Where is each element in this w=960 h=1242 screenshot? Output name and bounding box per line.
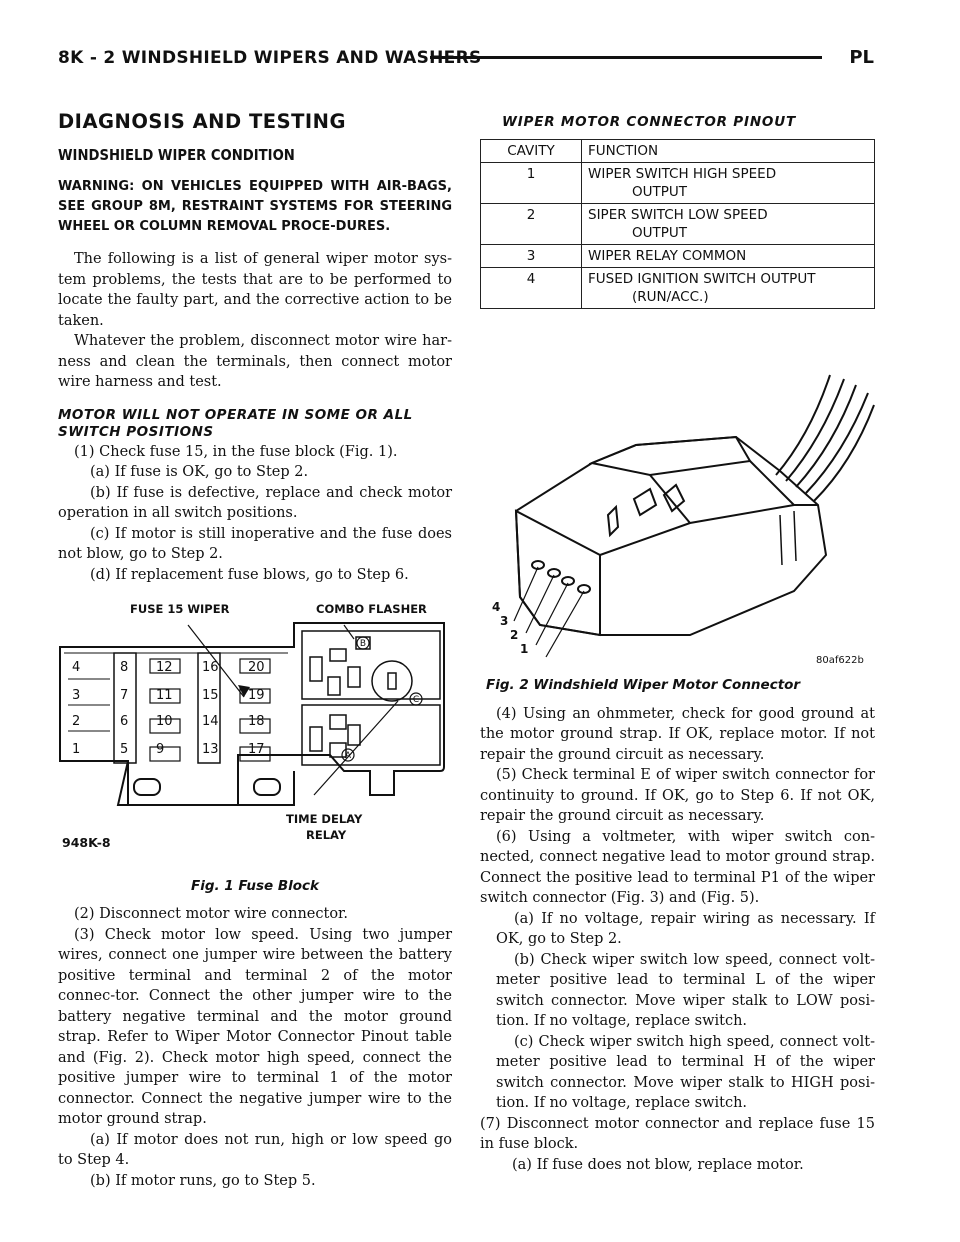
function-cell (582, 267, 875, 308)
fuse-label: 9 (156, 742, 165, 757)
figure-code: 80af622b (816, 654, 864, 665)
fuse-label: 18 (248, 714, 265, 729)
fuse-label: 12 (156, 660, 173, 675)
function-line: OUTPUT (632, 183, 688, 200)
figure-caption: Fig. 2 Windshield Wiper Motor Connector (486, 677, 801, 693)
function-line: WIPER RELAY COMMON (588, 247, 747, 264)
step-1c: (c) If motor is still inoperative and the fuse does not blow, go to Step 2. (58, 525, 452, 562)
function-line: OUTPUT (632, 224, 688, 241)
table-row (481, 162, 875, 203)
intro-paragraph-2: Whatever the problem, disconnect motor wire har-ness and clean the terminals, then connect motor wire harness and test. (58, 333, 452, 390)
pin-label: 1 (520, 641, 529, 656)
function-line: WIPER SWITCH HIGH SPEED (588, 165, 777, 182)
subsection-heading: WINDSHIELD WIPER CONDITION (58, 145, 295, 164)
header-brand: PL (849, 47, 874, 68)
fuse-block-diagram (58, 595, 452, 865)
function-line: SIPER SWITCH LOW SPEED (588, 206, 768, 223)
fuse-label: 13 (202, 742, 219, 757)
warning-text: WARNING: ON VEHICLES EQUIPPED WITH AIR-BAGS, SEE GROUP 8M, RESTRAINT SYSTEMS FOR STEERING WHEEL OR COLUMN REMOVAL PROCE-DURES. (58, 179, 452, 234)
step-2: (2) Disconnect motor wire connector. (74, 906, 348, 922)
pinout-table (480, 139, 875, 309)
fuse-label: 5 (120, 742, 129, 757)
fuse-label: 14 (202, 714, 219, 729)
fuse-label: 11 (156, 688, 173, 703)
page-header (58, 44, 874, 72)
cavity-cell: 3 (481, 244, 582, 267)
wiper-connector-figure (480, 335, 875, 696)
step-7a: (a) If fuse does not blow, replace motor. (512, 1156, 804, 1173)
header-rule (430, 56, 822, 59)
header-section-title: 8K - 2 WINDSHIELD WIPERS AND WASHERS (58, 48, 482, 68)
combo-flasher-label: COMBO FLASHER (316, 602, 427, 616)
relay-letter-a: A (344, 751, 352, 761)
fuse-label: 16 (202, 660, 219, 675)
cavity-cell: 4 (481, 267, 582, 308)
pin-label: 3 (500, 613, 509, 628)
step-3a: (a) If motor does not run, high or low speed go to Step 4. (58, 1131, 452, 1168)
table-header-cell: FUNCTION (582, 139, 875, 162)
step-3b: (b) If motor runs, go to Step 5. (90, 1172, 316, 1189)
table-header-row (481, 139, 875, 162)
table-title: WIPER MOTOR CONNECTOR PINOUT (502, 114, 796, 130)
step-1: (1) Check fuse 15, in the fuse block (Fig. 1). (74, 443, 398, 460)
step-1b: (b) If fuse is defective, replace and check motor operation in all switch positions. (58, 484, 452, 521)
step-6c: (c) Check wiper switch high speed, connect volt-meter positive lead to terminal H of the wiper switch connector. Move wiper stalk to HIGH posi-tion. If no voltage, replace switch. (496, 1033, 875, 1111)
table-row (481, 244, 875, 267)
fuse-block-figure (58, 595, 452, 896)
function-line: FUSED IGNITION SWITCH OUTPUT (588, 270, 816, 287)
step-7: (7) Disconnect motor connector and replace fuse 15 in fuse block. (480, 1115, 875, 1152)
step-3: (3) Check motor low speed. Using two jumper wires, connect one jumper wire between the battery positive terminal and terminal 2 of the motor connec-tor. Connect the other jumper wire to the battery negative terminal and the motor ground strap. Refer to Wiper Motor Connector Pinout table and (Fig. 2). Check motor high speed, connect the positive jumper wire to terminal 1 of the motor connector. Connect the negative jumper wire to the motor ground strap. (58, 926, 452, 1127)
fuse-label: 2 (72, 714, 81, 729)
pin-label: 4 (492, 599, 501, 614)
time-delay-label: TIME DELAY (286, 812, 363, 826)
section-heading: DIAGNOSIS AND TESTING (58, 110, 347, 133)
figure-caption: Fig. 1 Fuse Block (190, 877, 320, 894)
fuse-label: 19 (248, 688, 265, 703)
fuse-label: 10 (156, 714, 173, 729)
step-6a: (a) If no voltage, repair wiring as necessary. If OK, go to Step 2. (496, 910, 875, 947)
relay-letter-c: C (412, 695, 420, 705)
step-1a: (a) If fuse is OK, go to Step 2. (90, 464, 309, 480)
fuse-label: 8 (120, 660, 129, 675)
pin-label: 2 (510, 627, 519, 642)
fuse15-label: FUSE 15 WIPER (130, 602, 230, 616)
cavity-cell: 1 (481, 162, 582, 203)
procedure-heading: MOTOR WILL NOT OPERATE IN SOME OR ALL SWITCH POSITIONS (58, 406, 413, 440)
function-cell (582, 162, 875, 203)
table-row (481, 267, 875, 308)
step-6: (6) Using a voltmeter, with wiper switch con-nected, connect negative lead to motor ground strap. Connect the positive lead to terminal P1 of the wiper switch connector (Fig. 3) and (Fig. 5). (480, 828, 875, 906)
table-header-cell: CAVITY (481, 139, 582, 162)
fuse-label: 3 (72, 688, 81, 703)
right-column (480, 112, 875, 1175)
table-row (481, 203, 875, 244)
left-column (58, 108, 452, 1191)
fuse-label: 6 (120, 714, 129, 729)
fuse-label: 1 (72, 742, 81, 757)
fuse-label: 4 (72, 660, 81, 675)
fuse-label: 20 (248, 660, 265, 675)
step-5: (5) Check terminal E of wiper switch connector for continuity to ground. If OK, go to Step 6. If not OK, repair the ground circuit as necessary. (480, 767, 875, 824)
intro-paragraph: The following is a list of general wiper motor sys-tem problems, the tests that are to be performed to locate the faulty part, and the corrective action to be taken. (58, 251, 452, 329)
function-cell (582, 244, 875, 267)
function-line: (RUN/ACC.) (632, 288, 709, 305)
connector-diagram (480, 335, 875, 665)
fuse-label: 15 (202, 688, 219, 703)
step-4: (4) Using an ohmmeter, check for good ground at the motor ground strap. If OK, replace motor. If not repair the ground circuit as necessary. (480, 705, 875, 763)
step-6b: (b) Check wiper switch low speed, connect volt-meter positive lead to terminal L of the wiper switch connector. Move wiper stalk to LOW posi-tion. If no voltage, replace switch. (496, 951, 875, 1029)
relay-letter-b: B (359, 639, 367, 649)
step-1d: (d) If replacement fuse blows, go to Step 6. (90, 566, 409, 583)
cavity-cell: 2 (481, 203, 582, 244)
fuse-label: 17 (248, 742, 265, 757)
figure-code: 948K-8 (62, 835, 111, 850)
function-cell (582, 203, 875, 244)
fuse-label: 7 (120, 688, 129, 703)
time-delay-relay-label: RELAY (306, 828, 347, 842)
